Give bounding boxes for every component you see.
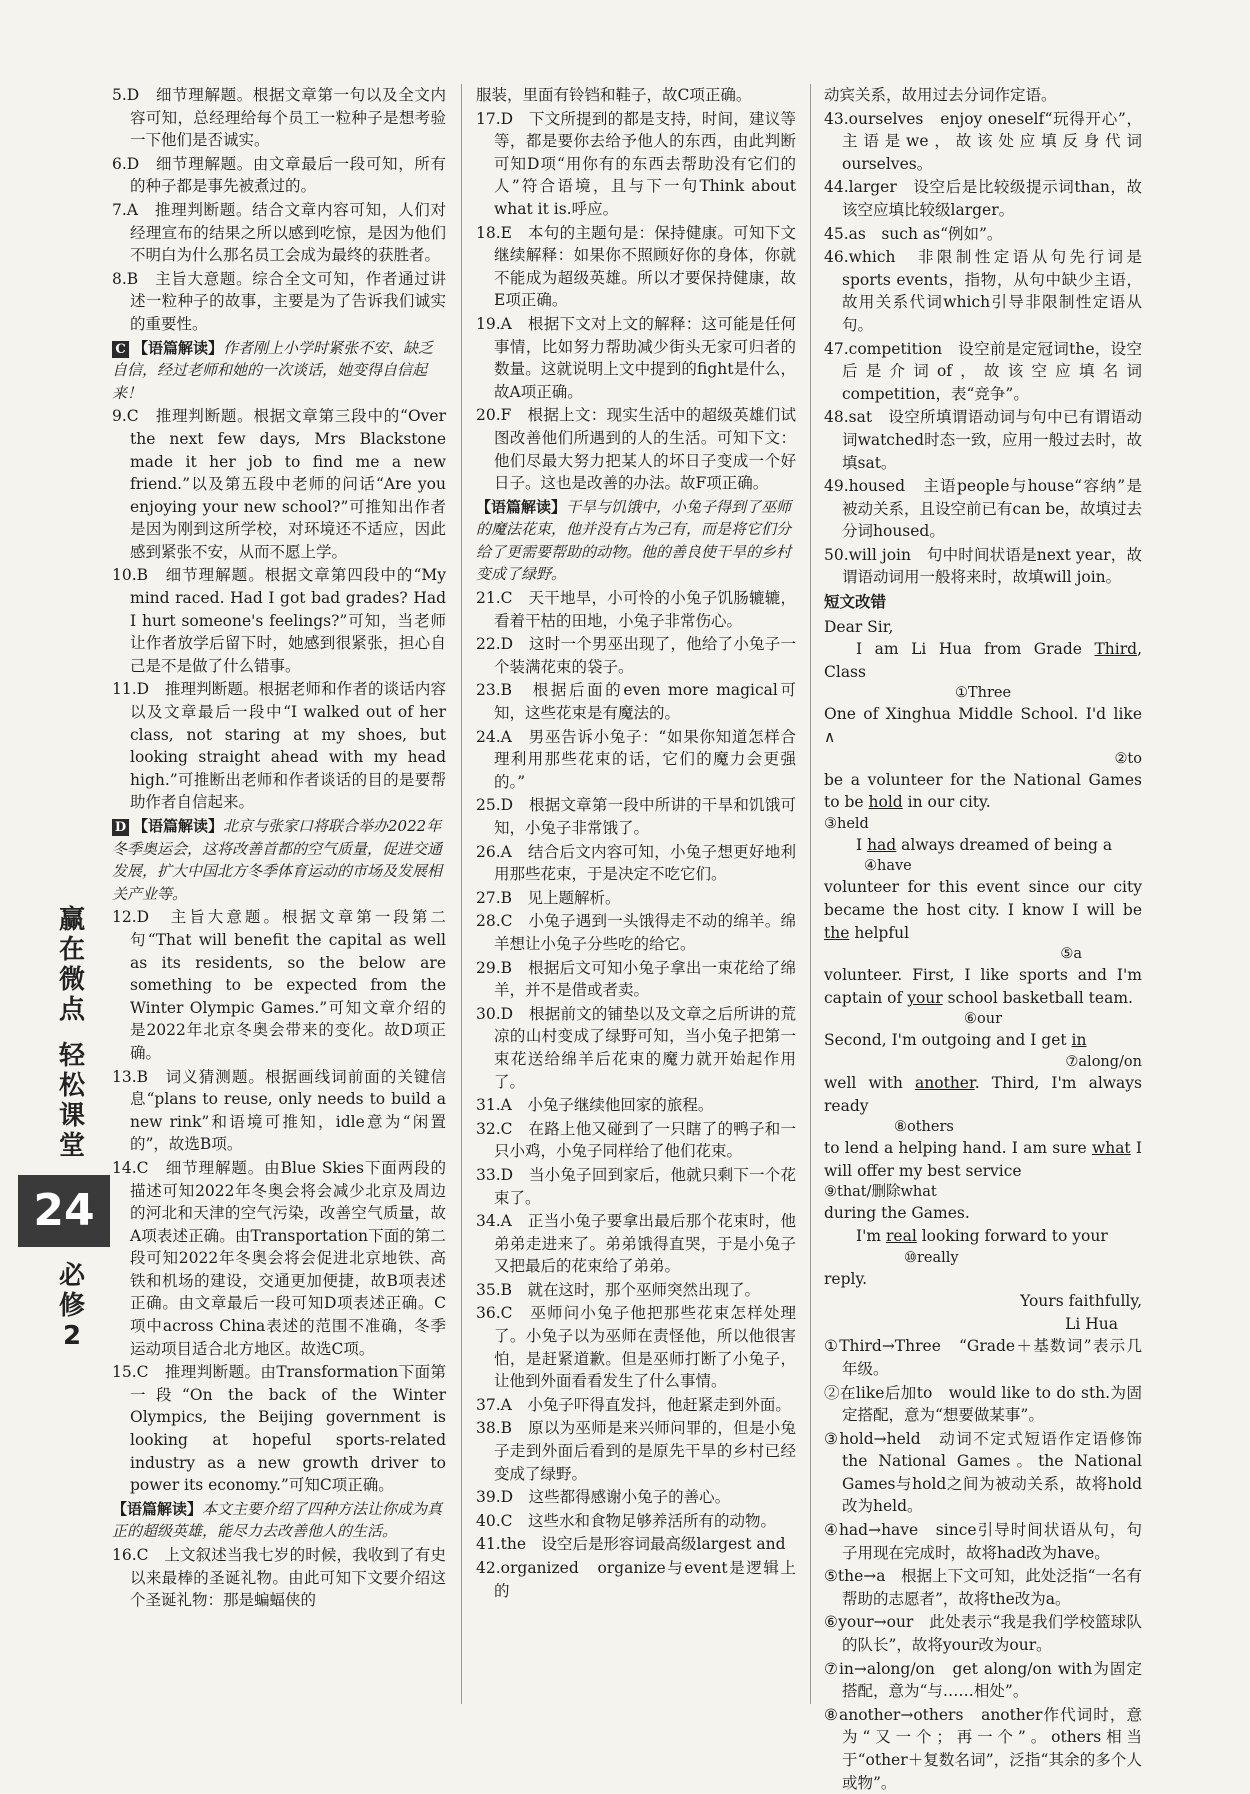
letter-line <box>824 1137 1142 1182</box>
letter-line <box>824 834 1142 857</box>
letter-line <box>824 638 1142 683</box>
letter-text: I'm <box>856 1226 887 1245</box>
answer-44: 44.larger 设空后是比较级提示词than，故该空应填比较级larger。 <box>824 178 1142 219</box>
error-word: Third <box>1094 640 1138 659</box>
letter-line <box>824 964 1142 1009</box>
error-word: had <box>867 835 897 854</box>
letter-text: looking forward to your <box>916 1226 1108 1245</box>
series-title: 赢在微点 <box>58 905 85 1025</box>
answer-7: 7.A 推理判断题。结合文章内容可知，人们对经理宣布的结果之所以感到吃惊，是因为他们不明白为什么那名员工会成为最终的获胜者。 <box>112 200 446 265</box>
page-number: 24 <box>18 1175 110 1247</box>
letter-line <box>824 1072 1142 1117</box>
answer-41: 41.the 设空后是形容词最高级largest and <box>476 1535 786 1554</box>
explanation-1: ①Third→Three “Grade＋基数词”表示几年级。 <box>824 1337 1142 1378</box>
column-3 <box>824 84 1142 1792</box>
correction-mark: ⑦along/on <box>1065 1053 1142 1070</box>
letter-text: volunteer for this event since our city became the host city. I know I will be <box>824 878 1142 919</box>
explanation-6: ⑥your→our 此处表示“我是我们学校篮球队的队长”，故将your改为our。 <box>824 1613 1142 1655</box>
answer-47: 47.competition 设空前是定冠词the，设空后是介词of，故该空应填名词competition，表“竞争”。 <box>824 339 1142 403</box>
answer-10: 10.B 细节理解题。根据文章第四段中的“My mind raced. Had I got bad grades? Had I hurt someone's feelings?”可知，当老师让作者放学后留下时，她感到很紧张，担心自己是不是做了什么错事。 <box>112 566 446 675</box>
answer-25: 25.D 根据文章第一段中所讲的干旱和饥饿可知，小兔子非常饿了。 <box>476 796 796 837</box>
correction-mark: ④have <box>864 858 912 875</box>
explanation-7: ⑦in→along/on get along/on with为固定搭配，意为“与……相处”。 <box>824 1659 1142 1701</box>
letter-text: I <box>856 835 868 854</box>
answer-18: 18.E 本句的主题句是：保持健康。可知下文继续解释：如果你不照顾好你的身体，你就不能成为超级英雄。所以才要保持健康，故E项正确。 <box>476 223 796 310</box>
answer-16-continued: 服装，里面有铃铛和鞋子，故C项正确。 <box>476 86 752 104</box>
error-word: in <box>1071 1031 1087 1050</box>
answer-45: 45.as such as“例如”。 <box>824 224 1003 243</box>
answer-43: 43.ourselves enjoy oneself“玩得开心”，主语是we，故该处应填反身代词ourselves。 <box>824 109 1142 173</box>
letter-text: . Third, I'm always ready <box>824 1073 1142 1115</box>
correction-mark: ⑧others <box>894 1119 954 1136</box>
explanation-4: ④had→have since引导时间状语从句，句子用现在完成时，故将had改为have。 <box>824 1521 1142 1562</box>
answer-50: 50.will join 句中时间状语是next year，故谓语动词用一般将来时，故填will join。 <box>824 545 1142 587</box>
summary-text: 本文主要介绍了四种方法让你成为真正的超级英雄，能尽力去改善他人的生活。 <box>112 1499 443 1541</box>
series-subtitle: 轻松课堂 <box>58 1041 85 1161</box>
error-word: the <box>824 923 850 942</box>
answer-35: 35.B 就在这时，那个巫师突然出现了。 <box>476 1280 761 1299</box>
answer-8: 8.B 主旨大意题。综合全文可知，作者通过讲述一粒种子的故事，主要是为了告诉我们诚实的重要性。 <box>112 269 446 333</box>
passage-summary <box>112 1498 446 1543</box>
sidebar <box>18 905 110 1351</box>
summary-heading: 【语篇解读】 <box>133 338 224 357</box>
summary-text: 作者刚上小学时紧张不安、缺乏自信，经过老师和她的一次谈话，她变得自信起来！ <box>112 338 434 402</box>
answer-27: 27.B 见上题解析。 <box>476 888 621 907</box>
answer-17: 17.D 下文所提到的都是支持，时间，建议等等，都是要你去给予他人的东西，由此判断可知D项“用你有的东西去帮助没有它们的人”符合语境，且与下一句Think about what it is.呼应。 <box>476 109 796 218</box>
answer-21: 21.C 天干地旱，小可怜的小兔子饥肠辘辘，看着干枯的田地，小兔子非常伤心。 <box>476 589 796 630</box>
answer-46: 46.which 非限制性定语从句先行词是sports events，指物，从句中缺少主语，故用关系代词which引导非限制性定语从句。 <box>824 248 1142 334</box>
summary-heading: 【语篇解读】 <box>112 1499 203 1518</box>
column-2 <box>476 84 796 1704</box>
letter-line <box>824 1225 1142 1248</box>
answer-9: 9.C 推理判断题。根据文章第三段中的“Over the next few days, Mrs Blackstone made it her job to find me a new friend.”以及第五段中老师的问话“Are you enjoying your new school?”可推知出作者是因为刚到这所学校，对环境还不适应，因此感到紧张不安，从而不愿上学。 <box>112 407 446 561</box>
summary-text: 干旱与饥饿中，小兔子得到了巫师的魔法花束，他并没有占为己有，而是将它们分给了更需要帮助的动物。他的善良使干旱的乡村变成了绿野。 <box>476 497 792 584</box>
answer-22: 22.D 这时一个男巫出现了，他给了小兔子一个装满花束的袋子。 <box>476 635 796 676</box>
answer-48: 48.sat 设空所填谓语动词与句中已有谓语动词watched时态一致，应用一般过去时，故填sat。 <box>824 408 1142 472</box>
letter-line: One of Xinghua Middle School. I'd like ∧ <box>824 705 1142 747</box>
letter-text: well with <box>824 1073 916 1092</box>
correction-mark: ②to <box>1114 750 1142 767</box>
answer-40: 40.C 这些水和食物足够养活所有的动物。 <box>476 1511 777 1530</box>
summary-text: 北京与张家口将联合举办2022年冬季奥运会，这将改善首都的空气质量，促进交通发展，扩大中国北方冬季体育运动的市场及发展相关产业等。 <box>112 817 443 903</box>
correction-mark: ⑨that/删除what <box>824 1184 937 1201</box>
correction-mark: ⑥our <box>964 1011 1002 1028</box>
answer-28: 28.C 小兔子遇到一头饿得走不动的绵羊。绵羊想让小兔子分些吃的给它。 <box>476 912 796 953</box>
passage-summary <box>476 496 796 586</box>
summary-heading: 【语篇解读】 <box>476 497 567 516</box>
answer-14: 14.C 细节理解题。由Blue Skies下面两段的描述可知2022年冬奥会将会减少北京及周边的河北和天津的空气污染，改善空气质量，故A项表述正确。由Transportation下面的第二段可知2022年冬奥会将会促进北京地铁、高铁和机场的建设，交通更加便捷，故B项表述正确。由文章最后一段可知D项表述正确。C项中across China表述的范围不准确，冬季运动项目适合北方地区。故选C项。 <box>112 1158 446 1358</box>
column-1 <box>112 84 446 1704</box>
book-volume: 必修2 <box>58 1261 85 1351</box>
error-word: hold <box>868 793 903 812</box>
answer-20: 20.F 根据上文：现实生活中的超级英雄们试图改善他们所遇到的人的生活。可知下文：他们尽最大努力把某人的坏日子变成一个好日子。这也是改善的办法。故F项正确。 <box>476 406 796 493</box>
correction-mark: ③held <box>824 815 869 832</box>
section-title-error-correction: 短文改错 <box>824 593 887 612</box>
answer-38: 38.B 原以为巫师是来兴师问罪的，但是小兔子走到外面后看到的是原先干旱的乡村已经变成了绿野。 <box>476 1419 796 1483</box>
letter-text: helpful <box>849 923 910 942</box>
error-word: what <box>1091 1139 1131 1158</box>
answer-37: 37.A 小兔子吓得直发抖，他赶紧走到外面。 <box>476 1395 791 1414</box>
answer-23: 23.B 根据后面的even more magical可知，这些花束是有魔法的。 <box>476 681 796 723</box>
answer-34: 34.A 正当小兔子要拿出最后那个花束时，他弟弟走进来了。弟弟饿得直哭，于是小兔子又把最后的花束给了弟弟。 <box>476 1212 796 1276</box>
letter-text: Second, I'm outgoing and I get <box>824 1031 1072 1050</box>
answer-5: 5.D 细节理解题。根据文章第一句以及全文内容可知，总经理给每个员工一粒种子是想考验一下他们是否诚实。 <box>112 86 446 150</box>
correction-mark: ①Three <box>954 685 1012 702</box>
answer-6: 6.D 细节理解题。由文章最后一段可知，所有的种子都是事先被煮过的。 <box>112 154 446 196</box>
letter-text: be a volunteer for the National Games to be <box>824 770 1142 812</box>
answer-13: 13.B 词义猜测题。根据画线词前面的关键信息“plans to reuse, only needs to build a new rink”和语境可推知，idle意为“闲置的”，故选B项。 <box>112 1067 446 1154</box>
explanation-8: ⑧another→others another作代词时，意为“又一个；再一个”。others相当于“other＋复数名词”，泛指“其余的多个人或物”。 <box>824 1705 1142 1792</box>
answer-49: 49.housed 主语people与house“容纳”是被动关系，且设空前已有can be，故填过去分词housed。 <box>824 477 1142 541</box>
explanation-3: ③hold→held 动词不定式短语作定语修饰the National Games。the National Games与hold之间为被动关系，故将hold改为held。 <box>824 1429 1142 1516</box>
answer-30: 30.D 根据前文的铺垫以及文章之后所讲的荒凉的山村变成了绿野可知，当小兔子把第一束花送给绵羊后花束的魔力就开始起作用了。 <box>476 1004 796 1091</box>
letter-line: during the Games. <box>824 1204 970 1223</box>
letter-line: reply. <box>824 1269 868 1288</box>
letter-line <box>824 1029 1142 1052</box>
answer-12: 12.D 主旨大意题。根据文章第一段第二句“That will benefit the capital as well as its residents, so the below are something to be expected from the Winter Olympic Games.”可知文章介绍的是2022年北京冬奥会带来的变化。故D项正确。 <box>112 908 446 1062</box>
answer-11: 11.D 推理判断题。根据老师和作者的谈话内容以及文章最后一段中“I walked out of her class, not staring at my shoes, but looking straight ahead with my head high.”可推断出老师和作者谈话的目的是要帮助作者自信起来。 <box>112 680 446 812</box>
letter-text: I will offer my best service <box>824 1139 1142 1180</box>
passage-c-summary <box>112 337 446 405</box>
answer-16: 16.C 上文叙述当我七岁的时候，我收到了有史以来最棒的圣诞礼物。由此可知下文要介绍这个圣诞礼物：那是蝙蝠侠的 <box>112 1546 446 1610</box>
letter-text: , Class <box>824 640 1142 681</box>
answer-24: 24.A 男巫告诉小兔子：“如果你知道怎样合理利用那些花束的话，它们的魔力会更强的。” <box>476 727 796 791</box>
answer-36: 36.C 巫师问小兔子他把那些花束怎样处理了。小兔子以为巫师在责怪他，所以他很害怕，是赶紧道歉。但是巫师打断了小兔子，让他到外面看看发生了什么事情。 <box>476 1304 796 1391</box>
letter-line <box>824 876 1142 944</box>
letter-closing: Yours faithfully, <box>1020 1292 1142 1311</box>
section-d-badge: D <box>112 819 129 836</box>
letter-text: school basketball team. <box>942 988 1133 1007</box>
letter-text: always dreamed of being a <box>896 835 1113 854</box>
answer-26: 26.A 结合后文内容可知，小兔子想更好地利用那些花束，于是决定不吃它们。 <box>476 842 796 884</box>
column-divider <box>461 84 462 1704</box>
answer-29: 29.B 根据后文可知小兔子拿出一束花给了绵羊，并不是借或者卖。 <box>476 958 796 1000</box>
letter-text: I am Li Hua from Grade <box>856 640 1095 659</box>
letter-salutation: Dear Sir, <box>824 617 894 636</box>
explanation-2: ②在like后加to would like to do sth.为固定搭配，意为“想要做某事”。 <box>824 1383 1142 1425</box>
letter-line <box>824 769 1142 814</box>
error-word: another <box>915 1073 975 1092</box>
correction-mark: ⑤a <box>1060 946 1082 963</box>
summary-heading: 【语篇解读】 <box>133 817 224 835</box>
corrected-letter <box>824 616 1142 1336</box>
answer-39: 39.D 这些都得感谢小兔子的善心。 <box>476 1488 731 1507</box>
answer-15: 15.C 推理判断题。由Transformation下面第一段“On the back of the Winter Olympics, the Beijing government is looking at hopeful sports-related industry as a new growth driver to power its economy.”可知C项正确。 <box>112 1363 446 1495</box>
explanation-5: ⑤the→a 根据上下文可知，此处泛指“一名有帮助的志愿者”，故将the改为a。 <box>824 1567 1142 1608</box>
letter-text: in our city. <box>902 793 991 812</box>
answer-33: 33.D 当小兔子回到家后，他就只剩下一个花束了。 <box>476 1165 796 1207</box>
correction-mark: ⑩really <box>904 1249 959 1266</box>
answer-42: 42.organized organize与event是逻辑上的 <box>476 1559 796 1600</box>
answer-31: 31.A 小兔子继续他回家的旅程。 <box>476 1096 714 1115</box>
error-word: real <box>886 1226 917 1245</box>
letter-text: volunteer. First, I like sports and I'm captain of <box>824 966 1142 1007</box>
error-word: your <box>907 988 943 1007</box>
answer-19: 19.A 根据下文对上文的解释：这可能是任何事情，比如努力帮助减少街头无家可归者的数量。这就说明上文中提到的fight是什么，故A项正确。 <box>476 314 796 401</box>
answer-42-continued: 动宾关系，故用过去分词作定语。 <box>824 86 1057 104</box>
answer-32: 32.C 在路上他又碰到了一只瞎了的鸭子和一只小鸡，小兔子同样给了他们花束。 <box>476 1119 796 1161</box>
letter-signature: Li Hua <box>1065 1314 1118 1333</box>
section-c-badge: C <box>112 341 129 358</box>
passage-d-summary <box>112 815 446 905</box>
column-divider <box>810 84 811 1704</box>
letter-text: to lend a helping hand. I am sure <box>824 1139 1092 1158</box>
